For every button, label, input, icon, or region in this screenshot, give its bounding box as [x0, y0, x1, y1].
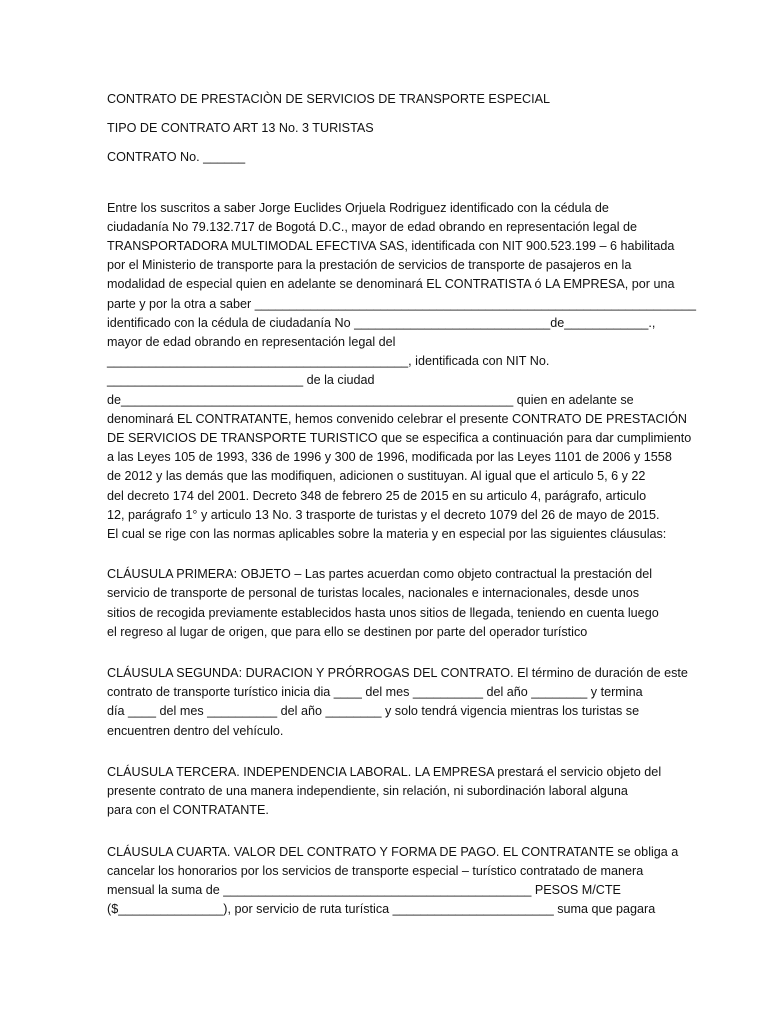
intro-line: Entre los suscritos a saber Jorge Euclides Orjuela Rodriguez identificado con la cédula de [107, 200, 609, 215]
intro-line: mayor de edad obrando en representación legal del [107, 335, 396, 350]
clause-primera [107, 565, 663, 642]
intro-line: denominará EL CONTRATANTE, hemos convenido celebrar el presente CONTRATO DE PRESTACIÓN [107, 411, 687, 426]
clause-line: cancelar los honorarios por los servicios de transporte especial – turístico contratado de manera [107, 863, 644, 878]
intro-line: identificado con la cédula de ciudadanía No ____________________________de____________., [107, 315, 656, 330]
clause-line: CLÁUSULA TERCERA. INDEPENDENCIA LABORAL. LA EMPRESA prestará el servicio objeto del [107, 764, 662, 779]
clause-line: ($_______________), por servicio de ruta turística _______________________ suma que pagara [107, 902, 656, 917]
intro-line: 12, parágrafo 1° y articulo 13 No. 3 trasporte de turistas y el decreto 1079 del 26 de mayo de 2015. [107, 507, 660, 522]
intro-line: de________________________________________________________ quien en adelante se [107, 392, 634, 407]
intro-paragraph [107, 199, 696, 545]
clause-line: CLÁUSULA PRIMERA: OBJETO – Las partes acuerdan como objeto contractual la prestación del [107, 567, 653, 582]
intro-line: TRANSPORTADORA MULTIMODAL EFECTIVA SAS, identificada con NIT 900.523.199 – 6 habilitada [107, 239, 675, 254]
clause-line: encuentren dentro del vehículo. [107, 723, 284, 738]
contract-type-line: TIPO DE CONTRATO ART 13 No. 3 TURISTAS [107, 121, 374, 136]
clause-line: CLÁUSULA CUARTA. VALOR DEL CONTRATO Y FORMA DE PAGO. EL CONTRATANTE se obliga a [107, 844, 679, 859]
clause-line: presente contrato de una manera independiente, sin relación, ni subordinación laboral alguna [107, 784, 628, 799]
intro-line: ciudadanía No 79.132.717 de Bogotá D.C., mayor de edad obrando en representación legal de [107, 219, 638, 234]
intro-line: DE SERVICIOS DE TRANSPORTE TURISTICO que se especifica a continuación para dar cumplimiento [107, 431, 692, 446]
document-body [107, 90, 696, 919]
intro-line: parte y por la otra a saber _______________________________________________________________ [107, 296, 696, 311]
clause-line: servicio de transporte de personal de turistas locales, nacionales e internacionales, desde unos [107, 586, 640, 601]
intro-line: de 2012 y las demás que las modifiquen, adicionen o sustituyan. Al igual que el articulo 5, 6 y 22 [107, 469, 646, 484]
contract-title: CONTRATO DE PRESTACIÒN DE SERVICIOS DE TRANSPORTE ESPECIAL [107, 92, 550, 106]
clause-line: sitios de recogida previamente establecidos hasta unos sitios de llegada, teniendo en cuenta luego [107, 605, 659, 620]
intro-line: ____________________________ de la ciudad [107, 373, 375, 388]
intro-line: a las Leyes 105 de 1993, 336 de 1996 y 300 de 1996, modificada por las Leyes 1101 de 2006 y 1558 [107, 450, 672, 465]
clause-cuarta [107, 843, 679, 920]
intro-line: El cual se rige con las normas aplicables sobre la materia y en especial por las siguientes cláusulas: [107, 527, 667, 542]
clause-line: el regreso al lugar de origen, que para ello se destinen por parte del operador turístico [107, 624, 588, 639]
clause-line: contrato de transporte turístico inicia dia ____ del mes __________ del año ________ y termina [107, 685, 643, 700]
clause-line: día ____ del mes __________ del año ________ y solo tendrá vigencia mientras los turistas se [107, 704, 640, 719]
clause-line: mensual la suma de ____________________________________________ PESOS M/CTE [107, 882, 621, 897]
intro-line: del decreto 174 del 2001. Decreto 348 de febrero 25 de 2015 en su articulo 4, parágrafo, articulo [107, 488, 647, 503]
intro-line: por el Ministerio de transporte para la prestación de servicios de transporte de pasajeros en la [107, 258, 632, 273]
clause-line: CLÁUSULA SEGUNDA: DURACION Y PRÓRROGAS DEL CONTRATO. El término de duración de este [107, 666, 688, 681]
clause-segunda [107, 664, 688, 741]
contract-number-line: CONTRATO No. ______ [107, 150, 246, 165]
clause-line: para con el CONTRATANTE. [107, 803, 269, 818]
intro-line: modalidad de especial quien en adelante se denominará EL CONTRATISTA ó LA EMPRESA, por una [107, 277, 675, 292]
intro-line: ___________________________________________, identificada con NIT No. [107, 354, 550, 369]
clause-tercera [107, 763, 663, 821]
